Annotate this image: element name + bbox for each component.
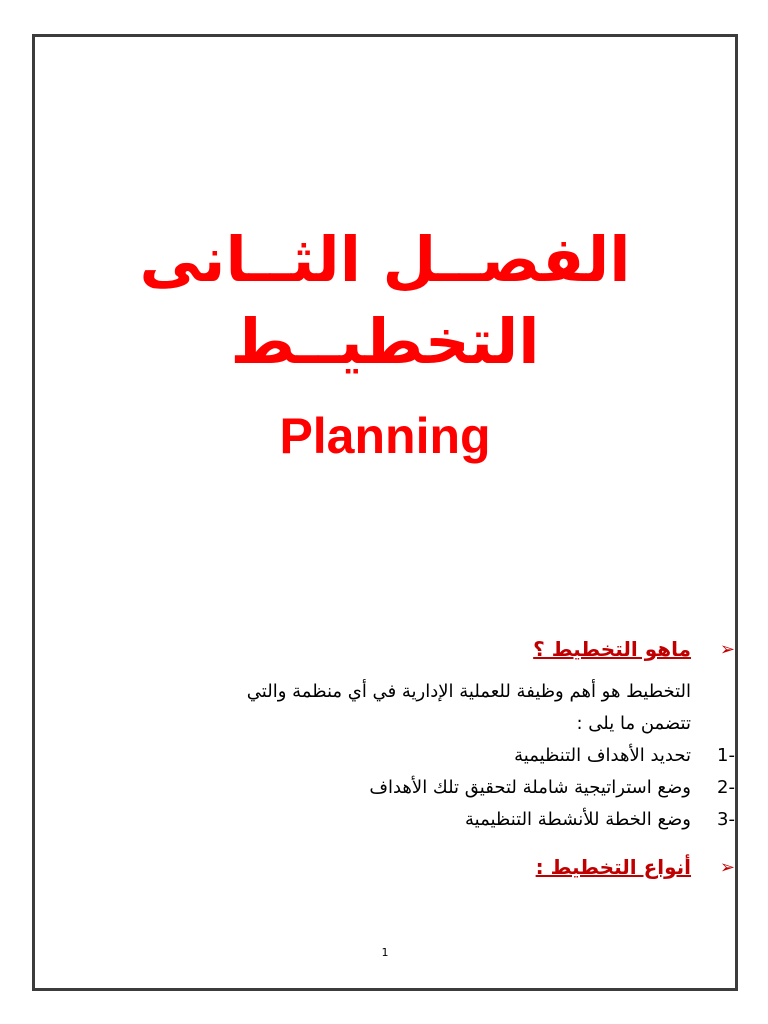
chapter-title: الفصــل الثــانى (139, 223, 631, 296)
page (32, 34, 738, 991)
section-heading-what-is-planning: ماهو التخطيط ؟ (533, 637, 691, 661)
list-item-text: وضع استراتيجية شاملة لتحقيق تلك الأهداف (369, 777, 691, 798)
paragraph-line: تتضمن ما يلى : (576, 713, 691, 734)
list-item-text: وضع الخطة للأنشطة التنظيمية (465, 809, 691, 830)
list-item-number: 2- (717, 777, 735, 798)
list-item-text: تحديد الأهداف التنظيمية (514, 745, 691, 766)
arrow-bullet-icon: ➢ (719, 857, 735, 878)
section-heading-planning-types: أنواع التخطيط : (535, 855, 691, 879)
chapter-subtitle-english: Planning (279, 408, 491, 464)
list-item-number: 3- (717, 809, 735, 830)
list-item-number: 1- (717, 745, 735, 766)
chapter-subtitle-arabic: التخطيــط (230, 305, 540, 378)
page-number: 1 (381, 946, 389, 959)
arrow-bullet-icon: ➢ (719, 639, 735, 660)
paragraph-line: التخطيط هو أهم وظيفة للعملية الإدارية في أي منظمة والتي (246, 681, 691, 702)
